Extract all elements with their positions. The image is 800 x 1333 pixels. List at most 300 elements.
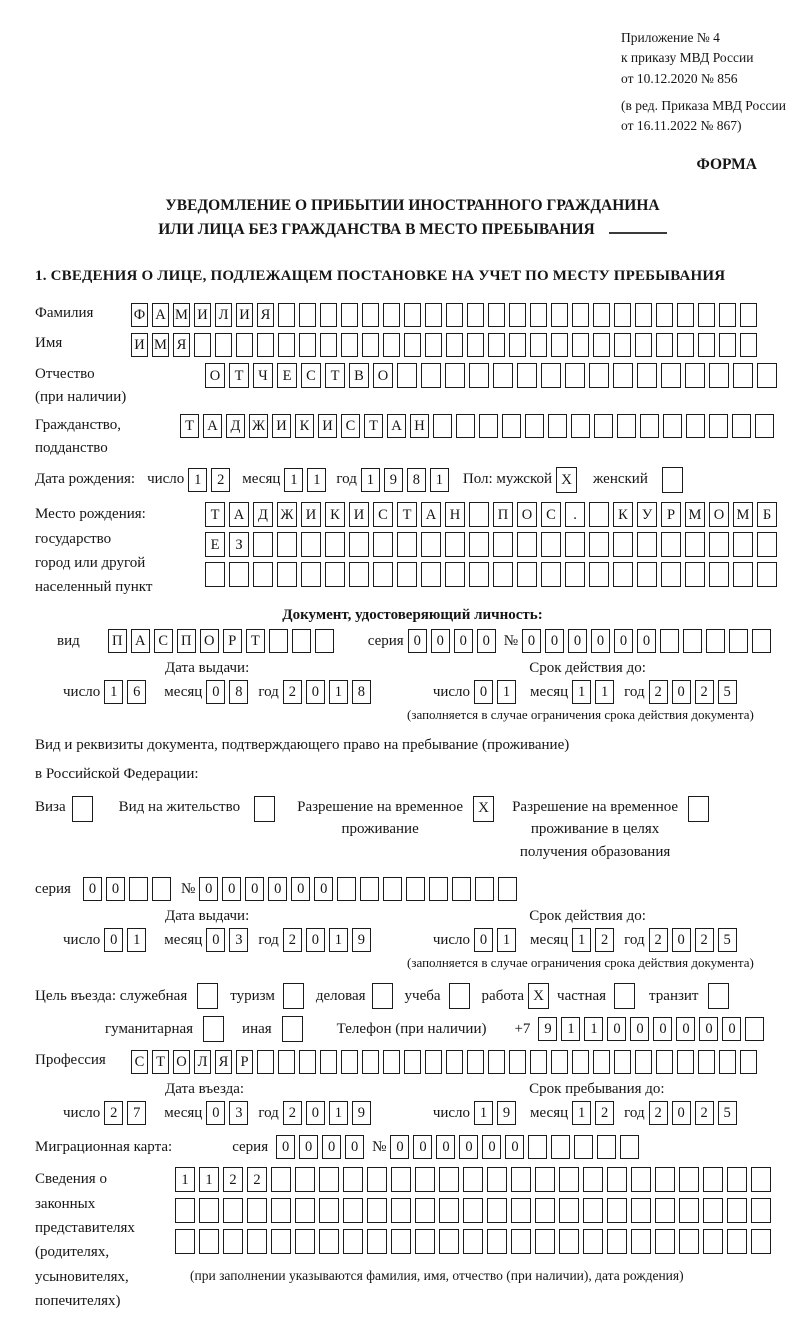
char-cell[interactable]: 1: [329, 1101, 348, 1125]
char-cell[interactable]: X: [473, 796, 494, 822]
char-cell[interactable]: [635, 1050, 652, 1074]
char-cell[interactable]: [535, 1167, 555, 1192]
char-cell[interactable]: [341, 1050, 358, 1074]
char-cell[interactable]: П: [493, 502, 513, 527]
char-cell[interactable]: [215, 333, 232, 357]
char-cell[interactable]: [467, 333, 484, 357]
char-cell[interactable]: [589, 363, 609, 388]
char-cell[interactable]: [301, 562, 321, 587]
char-cell[interactable]: 1: [572, 1101, 591, 1125]
char-cell[interactable]: [469, 532, 489, 557]
doc-valid-year-cells[interactable]: [649, 680, 737, 704]
char-cell[interactable]: 0: [222, 877, 241, 901]
char-cell[interactable]: [391, 1229, 411, 1254]
sex-female-checkbox[interactable]: [662, 467, 683, 493]
char-cell[interactable]: [175, 1229, 195, 1254]
char-cell[interactable]: Р: [223, 629, 242, 653]
char-cell[interactable]: [709, 562, 729, 587]
char-cell[interactable]: [559, 1229, 579, 1254]
char-cell[interactable]: [565, 562, 585, 587]
char-cell[interactable]: С: [154, 629, 173, 653]
birth-month-cells[interactable]: [284, 468, 326, 492]
char-cell[interactable]: [683, 629, 702, 653]
char-cell[interactable]: [661, 562, 681, 587]
char-cell[interactable]: [301, 532, 321, 557]
char-cell[interactable]: 6: [127, 680, 146, 704]
char-cell[interactable]: [528, 1135, 547, 1159]
char-cell[interactable]: [593, 333, 610, 357]
char-cell[interactable]: [572, 1050, 589, 1074]
char-cell[interactable]: [269, 629, 288, 653]
char-cell[interactable]: 3: [229, 928, 248, 952]
char-cell[interactable]: [203, 1016, 224, 1042]
doc-valid-day-cells[interactable]: [474, 680, 516, 704]
char-cell[interactable]: П: [108, 629, 127, 653]
char-cell[interactable]: [751, 1167, 771, 1192]
stay-valid-day-cells[interactable]: [474, 928, 516, 952]
char-cell[interactable]: [278, 333, 295, 357]
char-cell[interactable]: [445, 562, 465, 587]
stay-issue-day-cells[interactable]: [104, 928, 146, 952]
char-cell[interactable]: [236, 333, 253, 357]
char-cell[interactable]: [488, 333, 505, 357]
char-cell[interactable]: [620, 1135, 639, 1159]
char-cell[interactable]: [677, 303, 694, 327]
char-cell[interactable]: [727, 1167, 747, 1192]
char-cell[interactable]: [343, 1198, 363, 1223]
char-cell[interactable]: [660, 629, 679, 653]
char-cell[interactable]: [315, 629, 334, 653]
char-cell[interactable]: 2: [247, 1167, 267, 1192]
char-cell[interactable]: [299, 1050, 316, 1074]
char-cell[interactable]: Т: [397, 502, 417, 527]
char-cell[interactable]: [583, 1198, 603, 1223]
char-cell[interactable]: [589, 502, 609, 527]
char-cell[interactable]: [751, 1198, 771, 1223]
char-cell[interactable]: [574, 1135, 593, 1159]
char-cell[interactable]: [493, 363, 513, 388]
char-cell[interactable]: [463, 1167, 483, 1192]
char-cell[interactable]: [530, 333, 547, 357]
rvp-checkbox[interactable]: [473, 796, 494, 822]
char-cell[interactable]: [421, 363, 441, 388]
char-cell[interactable]: [277, 562, 297, 587]
char-cell[interactable]: К: [325, 502, 345, 527]
stay-until-year-cells[interactable]: [649, 1101, 737, 1125]
char-cell[interactable]: [511, 1167, 531, 1192]
char-cell[interactable]: [729, 629, 748, 653]
char-cell[interactable]: Ч: [253, 363, 273, 388]
char-cell[interactable]: [517, 532, 537, 557]
char-cell[interactable]: [295, 1229, 315, 1254]
char-cell[interactable]: [197, 983, 218, 1009]
char-cell[interactable]: [732, 414, 751, 438]
char-cell[interactable]: 1: [430, 468, 449, 492]
visa-checkbox[interactable]: [72, 796, 93, 822]
char-cell[interactable]: [656, 1050, 673, 1074]
char-cell[interactable]: 0: [591, 629, 610, 653]
char-cell[interactable]: [607, 1167, 627, 1192]
char-cell[interactable]: [439, 1198, 459, 1223]
char-cell[interactable]: [493, 562, 513, 587]
char-cell[interactable]: [583, 1167, 603, 1192]
char-cell[interactable]: Я: [257, 303, 274, 327]
char-cell[interactable]: 0: [568, 629, 587, 653]
char-cell[interactable]: [637, 363, 657, 388]
char-cell[interactable]: [565, 532, 585, 557]
char-cell[interactable]: [372, 983, 393, 1009]
char-cell[interactable]: 0: [477, 629, 496, 653]
char-cell[interactable]: [751, 1229, 771, 1254]
char-cell[interactable]: 8: [407, 468, 426, 492]
char-cell[interactable]: [593, 303, 610, 327]
char-cell[interactable]: [257, 1050, 274, 1074]
char-cell[interactable]: 0: [607, 1017, 626, 1041]
char-cell[interactable]: Е: [205, 532, 225, 557]
char-cell[interactable]: [463, 1229, 483, 1254]
char-cell[interactable]: [727, 1198, 747, 1223]
char-cell[interactable]: С: [373, 502, 393, 527]
char-cell[interactable]: 5: [718, 1101, 737, 1125]
char-cell[interactable]: [229, 562, 249, 587]
char-cell[interactable]: [727, 1229, 747, 1254]
char-cell[interactable]: [733, 363, 753, 388]
char-cell[interactable]: [709, 363, 729, 388]
stay-series-cells[interactable]: [83, 877, 171, 901]
char-cell[interactable]: [360, 877, 379, 901]
char-cell[interactable]: [703, 1229, 723, 1254]
char-cell[interactable]: [740, 1050, 757, 1074]
char-cell[interactable]: [637, 532, 657, 557]
char-cell[interactable]: 0: [206, 1101, 225, 1125]
char-cell[interactable]: [223, 1229, 243, 1254]
char-cell[interactable]: 1: [104, 680, 123, 704]
char-cell[interactable]: Л: [215, 303, 232, 327]
char-cell[interactable]: [706, 629, 725, 653]
char-cell[interactable]: Я: [215, 1050, 232, 1074]
char-cell[interactable]: [613, 532, 633, 557]
char-cell[interactable]: Н: [410, 414, 429, 438]
char-cell[interactable]: [456, 414, 475, 438]
char-cell[interactable]: [509, 1050, 526, 1074]
char-cell[interactable]: [733, 532, 753, 557]
purpose-official-checkbox[interactable]: [197, 983, 218, 1009]
char-cell[interactable]: 2: [695, 680, 714, 704]
char-cell[interactable]: И: [301, 502, 321, 527]
purpose-study-checkbox[interactable]: [449, 983, 470, 1009]
char-cell[interactable]: 0: [474, 928, 493, 952]
char-cell[interactable]: [541, 363, 561, 388]
char-cell[interactable]: 0: [614, 629, 633, 653]
char-cell[interactable]: [469, 363, 489, 388]
char-cell[interactable]: [253, 562, 273, 587]
mig-series-cells[interactable]: [276, 1135, 364, 1159]
entry-year-cells[interactable]: [283, 1101, 371, 1125]
legal-row3-cells[interactable]: [175, 1229, 771, 1254]
char-cell[interactable]: [614, 983, 635, 1009]
char-cell[interactable]: [613, 363, 633, 388]
char-cell[interactable]: [325, 562, 345, 587]
legal-row2-cells[interactable]: [175, 1198, 771, 1223]
char-cell[interactable]: [383, 877, 402, 901]
char-cell[interactable]: [295, 1198, 315, 1223]
char-cell[interactable]: [397, 363, 417, 388]
char-cell[interactable]: 2: [695, 928, 714, 952]
char-cell[interactable]: 0: [459, 1135, 478, 1159]
char-cell[interactable]: [740, 333, 757, 357]
char-cell[interactable]: [661, 532, 681, 557]
char-cell[interactable]: [452, 877, 471, 901]
char-cell[interactable]: [199, 1229, 219, 1254]
char-cell[interactable]: [677, 333, 694, 357]
surname-cells[interactable]: [131, 303, 757, 327]
char-cell[interactable]: [488, 1050, 505, 1074]
char-cell[interactable]: [175, 1198, 195, 1223]
char-cell[interactable]: [661, 363, 681, 388]
char-cell[interactable]: [548, 414, 567, 438]
char-cell[interactable]: Д: [253, 502, 273, 527]
char-cell[interactable]: 0: [436, 1135, 455, 1159]
char-cell[interactable]: [475, 877, 494, 901]
char-cell[interactable]: 0: [699, 1017, 718, 1041]
char-cell[interactable]: [685, 562, 705, 587]
char-cell[interactable]: [223, 1198, 243, 1223]
char-cell[interactable]: [129, 877, 148, 901]
char-cell[interactable]: 0: [291, 877, 310, 901]
char-cell[interactable]: [421, 532, 441, 557]
char-cell[interactable]: [429, 877, 448, 901]
char-cell[interactable]: 2: [595, 928, 614, 952]
char-cell[interactable]: X: [528, 983, 549, 1009]
char-cell[interactable]: [607, 1198, 627, 1223]
char-cell[interactable]: [271, 1198, 291, 1223]
stay-valid-month-cells[interactable]: [572, 928, 614, 952]
char-cell[interactable]: 0: [482, 1135, 501, 1159]
char-cell[interactable]: [637, 562, 657, 587]
char-cell[interactable]: [319, 1229, 339, 1254]
char-cell[interactable]: 2: [649, 680, 668, 704]
char-cell[interactable]: 0: [206, 928, 225, 952]
char-cell[interactable]: [517, 562, 537, 587]
char-cell[interactable]: [525, 414, 544, 438]
citizenship-cells[interactable]: [180, 414, 774, 438]
char-cell[interactable]: [341, 303, 358, 327]
char-cell[interactable]: Т: [180, 414, 199, 438]
char-cell[interactable]: 2: [649, 928, 668, 952]
char-cell[interactable]: 1: [199, 1167, 219, 1192]
char-cell[interactable]: 0: [276, 1135, 295, 1159]
char-cell[interactable]: [589, 562, 609, 587]
char-cell[interactable]: 1: [307, 468, 326, 492]
char-cell[interactable]: 0: [672, 928, 691, 952]
char-cell[interactable]: [517, 363, 537, 388]
char-cell[interactable]: [631, 1167, 651, 1192]
purpose-business-checkbox[interactable]: [372, 983, 393, 1009]
char-cell[interactable]: 1: [127, 928, 146, 952]
char-cell[interactable]: 0: [206, 680, 225, 704]
char-cell[interactable]: [655, 1229, 675, 1254]
char-cell[interactable]: [487, 1229, 507, 1254]
char-cell[interactable]: [703, 1198, 723, 1223]
char-cell[interactable]: К: [613, 502, 633, 527]
char-cell[interactable]: 8: [352, 680, 371, 704]
char-cell[interactable]: 9: [538, 1017, 557, 1041]
char-cell[interactable]: [415, 1198, 435, 1223]
mig-number-cells[interactable]: [390, 1135, 639, 1159]
char-cell[interactable]: [631, 1198, 651, 1223]
char-cell[interactable]: Ж: [277, 502, 297, 527]
char-cell[interactable]: [745, 1017, 764, 1041]
char-cell[interactable]: [383, 1050, 400, 1074]
char-cell[interactable]: В: [349, 363, 369, 388]
char-cell[interactable]: [247, 1198, 267, 1223]
char-cell[interactable]: М: [733, 502, 753, 527]
entry-month-cells[interactable]: [206, 1101, 248, 1125]
char-cell[interactable]: И: [194, 303, 211, 327]
char-cell[interactable]: [325, 532, 345, 557]
char-cell[interactable]: [709, 532, 729, 557]
char-cell[interactable]: Д: [226, 414, 245, 438]
char-cell[interactable]: [449, 983, 470, 1009]
char-cell[interactable]: И: [131, 333, 148, 357]
char-cell[interactable]: О: [517, 502, 537, 527]
char-cell[interactable]: [614, 333, 631, 357]
legal-row1-cells[interactable]: [175, 1167, 771, 1192]
char-cell[interactable]: [511, 1229, 531, 1254]
char-cell[interactable]: [594, 414, 613, 438]
char-cell[interactable]: [391, 1167, 411, 1192]
char-cell[interactable]: К: [295, 414, 314, 438]
char-cell[interactable]: [367, 1198, 387, 1223]
char-cell[interactable]: П: [177, 629, 196, 653]
char-cell[interactable]: [445, 532, 465, 557]
char-cell[interactable]: [253, 532, 273, 557]
char-cell[interactable]: Р: [236, 1050, 253, 1074]
char-cell[interactable]: [463, 1198, 483, 1223]
char-cell[interactable]: [551, 333, 568, 357]
char-cell[interactable]: [719, 303, 736, 327]
char-cell[interactable]: [640, 414, 659, 438]
char-cell[interactable]: [698, 1050, 715, 1074]
char-cell[interactable]: 1: [329, 928, 348, 952]
char-cell[interactable]: 1: [572, 928, 591, 952]
char-cell[interactable]: 2: [649, 1101, 668, 1125]
char-cell[interactable]: 1: [561, 1017, 580, 1041]
char-cell[interactable]: [559, 1198, 579, 1223]
birth-place-row1-cells[interactable]: [205, 502, 777, 527]
stay-issue-year-cells[interactable]: [283, 928, 371, 952]
char-cell[interactable]: 0: [637, 629, 656, 653]
char-cell[interactable]: М: [173, 303, 190, 327]
char-cell[interactable]: [469, 562, 489, 587]
char-cell[interactable]: [535, 1198, 555, 1223]
char-cell[interactable]: [320, 303, 337, 327]
char-cell[interactable]: [320, 1050, 337, 1074]
char-cell[interactable]: [757, 532, 777, 557]
stay-until-day-cells[interactable]: [474, 1101, 516, 1125]
char-cell[interactable]: 1: [361, 468, 380, 492]
char-cell[interactable]: [404, 303, 421, 327]
residence-permit-checkbox[interactable]: [254, 796, 275, 822]
char-cell[interactable]: Т: [325, 363, 345, 388]
char-cell[interactable]: [349, 532, 369, 557]
char-cell[interactable]: 2: [695, 1101, 714, 1125]
char-cell[interactable]: [271, 1167, 291, 1192]
char-cell[interactable]: [733, 562, 753, 587]
char-cell[interactable]: .: [565, 502, 585, 527]
doc-type-cells[interactable]: [108, 629, 334, 653]
purpose-other-checkbox[interactable]: [282, 1016, 303, 1042]
char-cell[interactable]: [535, 1229, 555, 1254]
char-cell[interactable]: [446, 303, 463, 327]
char-cell[interactable]: [421, 562, 441, 587]
char-cell[interactable]: 2: [595, 1101, 614, 1125]
char-cell[interactable]: 0: [474, 680, 493, 704]
char-cell[interactable]: [551, 1135, 570, 1159]
char-cell[interactable]: М: [152, 333, 169, 357]
char-cell[interactable]: 0: [722, 1017, 741, 1041]
char-cell[interactable]: 0: [505, 1135, 524, 1159]
char-cell[interactable]: Л: [194, 1050, 211, 1074]
char-cell[interactable]: 0: [454, 629, 473, 653]
char-cell[interactable]: [614, 303, 631, 327]
purpose-work-checkbox[interactable]: [528, 983, 549, 1009]
char-cell[interactable]: 0: [672, 1101, 691, 1125]
char-cell[interactable]: 1: [584, 1017, 603, 1041]
purpose-private-checkbox[interactable]: [614, 983, 635, 1009]
char-cell[interactable]: 1: [474, 1101, 493, 1125]
char-cell[interactable]: 0: [104, 928, 123, 952]
char-cell[interactable]: Т: [205, 502, 225, 527]
char-cell[interactable]: [752, 629, 771, 653]
char-cell[interactable]: [551, 303, 568, 327]
char-cell[interactable]: [425, 333, 442, 357]
char-cell[interactable]: 9: [384, 468, 403, 492]
char-cell[interactable]: 0: [672, 680, 691, 704]
char-cell[interactable]: И: [318, 414, 337, 438]
name-cells[interactable]: [131, 333, 757, 357]
char-cell[interactable]: 1: [595, 680, 614, 704]
doc-valid-month-cells[interactable]: [572, 680, 614, 704]
birth-day-cells[interactable]: [188, 468, 230, 492]
char-cell[interactable]: [278, 1050, 295, 1074]
stay-until-month-cells[interactable]: [572, 1101, 614, 1125]
char-cell[interactable]: [656, 303, 673, 327]
char-cell[interactable]: [292, 629, 311, 653]
birth-year-cells[interactable]: [361, 468, 449, 492]
char-cell[interactable]: [199, 1198, 219, 1223]
char-cell[interactable]: 9: [352, 1101, 371, 1125]
char-cell[interactable]: [367, 1229, 387, 1254]
char-cell[interactable]: Н: [445, 502, 465, 527]
char-cell[interactable]: 0: [306, 928, 325, 952]
char-cell[interactable]: [295, 1167, 315, 1192]
char-cell[interactable]: О: [200, 629, 219, 653]
entry-day-cells[interactable]: [104, 1101, 146, 1125]
char-cell[interactable]: Р: [661, 502, 681, 527]
char-cell[interactable]: 8: [229, 680, 248, 704]
char-cell[interactable]: [559, 1167, 579, 1192]
purpose-tourism-checkbox[interactable]: [283, 983, 304, 1009]
char-cell[interactable]: М: [685, 502, 705, 527]
char-cell[interactable]: [698, 303, 715, 327]
doc-issue-year-cells[interactable]: [283, 680, 371, 704]
char-cell[interactable]: [362, 333, 379, 357]
char-cell[interactable]: 0: [106, 877, 125, 901]
char-cell[interactable]: [509, 333, 526, 357]
char-cell[interactable]: [757, 562, 777, 587]
char-cell[interactable]: [685, 363, 705, 388]
